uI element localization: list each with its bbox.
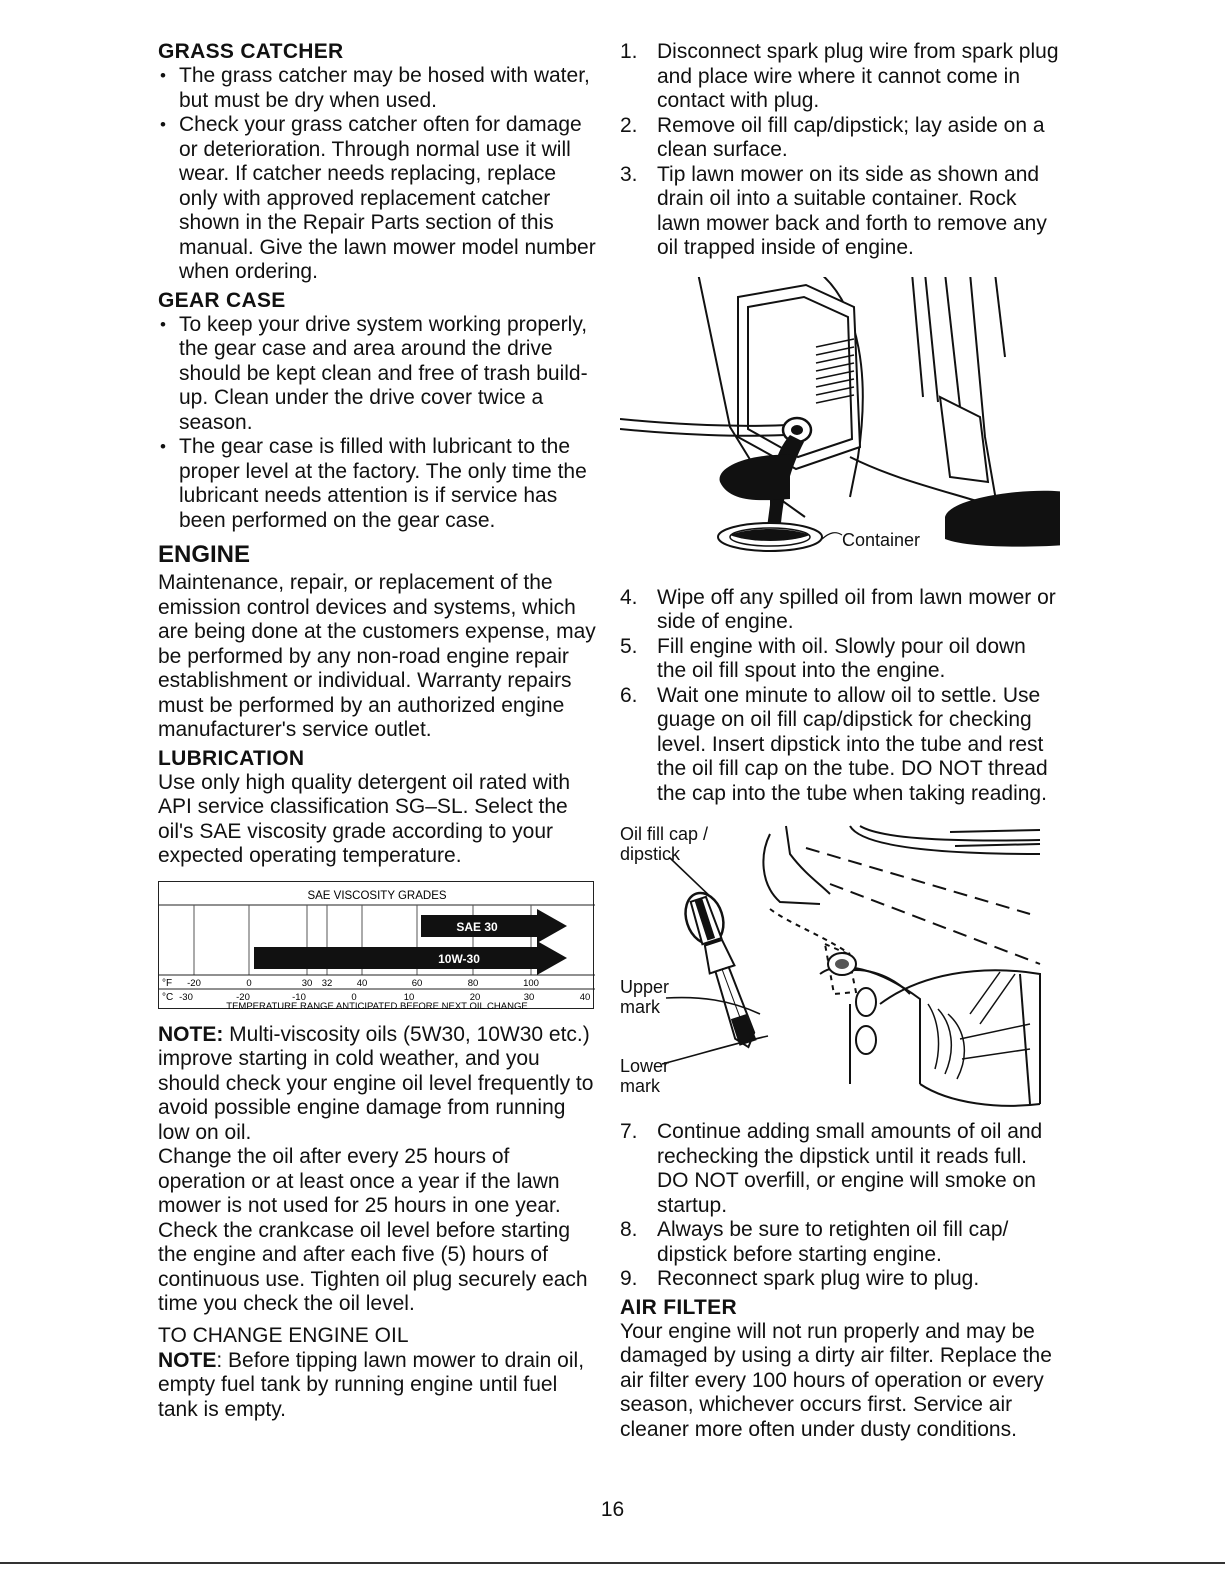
- check-oil-text: Check the crankcase oil level before starting the engine and after each five (5) hours of continuous use. Tighten oil plug securely each time you check the oil level.: [158, 1218, 588, 1315]
- right-column: [620, 40, 1060, 1442]
- list-item: 9. Reconnect spark plug wire to plug.: [620, 1267, 980, 1290]
- gear-case-heading: GEAR CASE: [158, 288, 286, 312]
- air-filter-text: Your engine will not run properly and may be damaged by using a dirty air filter. Replace the air filter every 100 hours of operation or every season, whichever occurs first. Service air cleaner more often under dusty conditions.: [620, 1319, 1052, 1441]
- list-item: 2. Remove oil fill cap/dipstick; lay aside on a clean surface.: [620, 113, 1045, 161]
- oil-change-steps-2: [620, 586, 1060, 807]
- f-tick: 100: [523, 977, 539, 989]
- grass-catcher-heading: GRASS CATCHER: [158, 40, 344, 63]
- lubrication-heading: LUBRICATION: [158, 746, 305, 770]
- f-tick: 0: [246, 977, 252, 989]
- lubrication-text: Use only high quality detergent oil rated with API service classification SG–SL. Select the oil's SAE viscosity grade according to your expected operating temperature.: [158, 770, 571, 867]
- f-tick: 30: [301, 977, 313, 989]
- dipstick-label: dipstick: [620, 844, 681, 864]
- tipped-mower-drawing: [620, 277, 1060, 582]
- 10w30-arrow: [537, 941, 567, 975]
- bottom-rule: [0, 1562, 1225, 1564]
- sae-viscosity-table: [158, 881, 594, 1009]
- container-label: Container: [842, 529, 921, 550]
- list-item: • The gear case is filled with lubricant to the proper level at the factory. The only time the lubricant needs attention is if service has been performed on the gear case.: [158, 435, 598, 533]
- note-multi-viscosity: [158, 1023, 598, 1146]
- dipstick-cap: [679, 888, 763, 1053]
- list-item: 3. Tip lawn mower on its side as shown and drain oil into a suitable container. Rock lawn mower back and forth to remove any oil trapped inside of engine.: [620, 162, 1047, 259]
- c-tick: 10: [403, 991, 415, 1003]
- f-tick: 60: [411, 977, 423, 989]
- note-text: : Before tipping lawn mower to drain oil, empty fuel tank by running engine until fuel tank is empty.: [158, 1348, 585, 1421]
- left-column: [158, 40, 598, 1422]
- dipstick-illustration: [620, 824, 1060, 1114]
- f-tick: 80: [467, 977, 479, 989]
- dipstick-drawing: [620, 824, 1060, 1114]
- lower-mark-label-2: mark: [620, 1076, 660, 1096]
- celsius-label: °C: [162, 991, 174, 1003]
- change-oil-text: Change the oil after every 25 hours of operation or at least once a year if the lawn mower is not used for 25 hours in one year.: [158, 1145, 561, 1217]
- list-item: 4. Wipe off any spilled oil from lawn mower or side of engine.: [620, 585, 1056, 633]
- note-text: Multi-viscosity oils (5W30, 10W30 etc.) improve starting in cold weather, and you should check your engine oil level frequently to avoid possible engine damage from running low on oil.: [158, 1022, 594, 1144]
- drain-oil-illustration: [620, 277, 1060, 582]
- sae30-arrow: [537, 909, 567, 943]
- list-item: 8. Always be sure to retighten oil fill cap/ dipstick before starting engine.: [620, 1218, 1009, 1266]
- oil-change-steps-3: [620, 1120, 1060, 1292]
- c-tick: 30: [523, 991, 535, 1003]
- f-tick: 32: [321, 977, 333, 989]
- oil-change-steps-1: [620, 40, 1060, 261]
- c-tick: 40: [579, 991, 591, 1003]
- note-label: NOTE: [158, 1348, 217, 1372]
- fahrenheit-label: °F: [162, 977, 173, 989]
- list-item: 1. Disconnect spark plug wire from spark plug and place wire where it cannot come in contact with plug.: [620, 40, 1059, 112]
- air-filter-heading: AIR FILTER: [620, 1295, 737, 1319]
- f-tick: 40: [356, 977, 368, 989]
- engine-text: Maintenance, repair, or replacement of the emission control devices and systems, which are being done at the customers expense, may be performed by any non-road engine repair establishment or individual. Warranty repairs must be performed by an authorized engine manufacturer's service outlet.: [158, 571, 596, 741]
- upper-mark-label: Upper: [620, 977, 670, 997]
- lower-mark-label: Lower: [620, 1056, 670, 1076]
- gear-case-list: [158, 313, 598, 534]
- list-item: • To keep your drive system working properly, the gear case and area around the drive should be kept clean and free of trash build-up. Clean under the drive cover twice a season.: [158, 313, 598, 436]
- page-number: 16: [600, 1498, 625, 1521]
- c-tick: 20: [469, 991, 481, 1003]
- list-item: 7. Continue adding small amounts of oil and rechecking the dipstick until it reads full. DO NOT overfill, or engine will smoke on startup.: [620, 1120, 1043, 1217]
- list-item: • Check your grass catcher often for damage or deterioration. Through normal use it will wear. If catcher needs replacing, replace only with approved replacement catcher shown in the Repair Parts section of this manual. Give the lawn mower model number when ordering.: [158, 113, 598, 285]
- c-tick: -10: [292, 991, 306, 1003]
- sae-table-title: SAE VISCOSITY GRADES: [307, 889, 447, 902]
- grass-catcher-list: [158, 64, 598, 285]
- list-item: 5. Fill engine with oil. Slowly pour oil down the oil fill spout into the engine.: [620, 634, 1026, 682]
- engine-heading: ENGINE: [158, 541, 251, 568]
- upper-mark-label-2: mark: [620, 997, 660, 1017]
- c-tick: -20: [236, 991, 250, 1003]
- oil-fill-cap-label: Oil fill cap /: [620, 824, 709, 844]
- list-item: 6. Wait one minute to allow oil to settle. Use guage on oil fill cap/dipstick for checking level. Insert dipstick into the tube and rest the oil fill cap on the tube. DO NOT thread the cap into the tube when taking reading.: [620, 683, 1048, 805]
- note-before-tipping: [158, 1349, 598, 1423]
- c-tick: 0: [351, 991, 357, 1003]
- 10w30-bar: [254, 947, 537, 969]
- to-change-engine-oil-heading: TO CHANGE ENGINE OIL: [158, 1323, 409, 1347]
- c-tick: -30: [179, 991, 193, 1003]
- sae-table-footer: TEMPERATURE RANGE ANTICIPATED BEFORE NEXT OIL CHANGE: [226, 1000, 528, 1010]
- note-label: NOTE:: [158, 1022, 224, 1046]
- sae30-label: SAE 30: [456, 919, 498, 934]
- f-tick: -20: [187, 977, 201, 989]
- 10w30-label: 10W-30: [438, 951, 480, 966]
- sae-table-graphic: [159, 882, 595, 1010]
- list-item: • The grass catcher may be hosed with water, but must be dry when used.: [158, 64, 598, 113]
